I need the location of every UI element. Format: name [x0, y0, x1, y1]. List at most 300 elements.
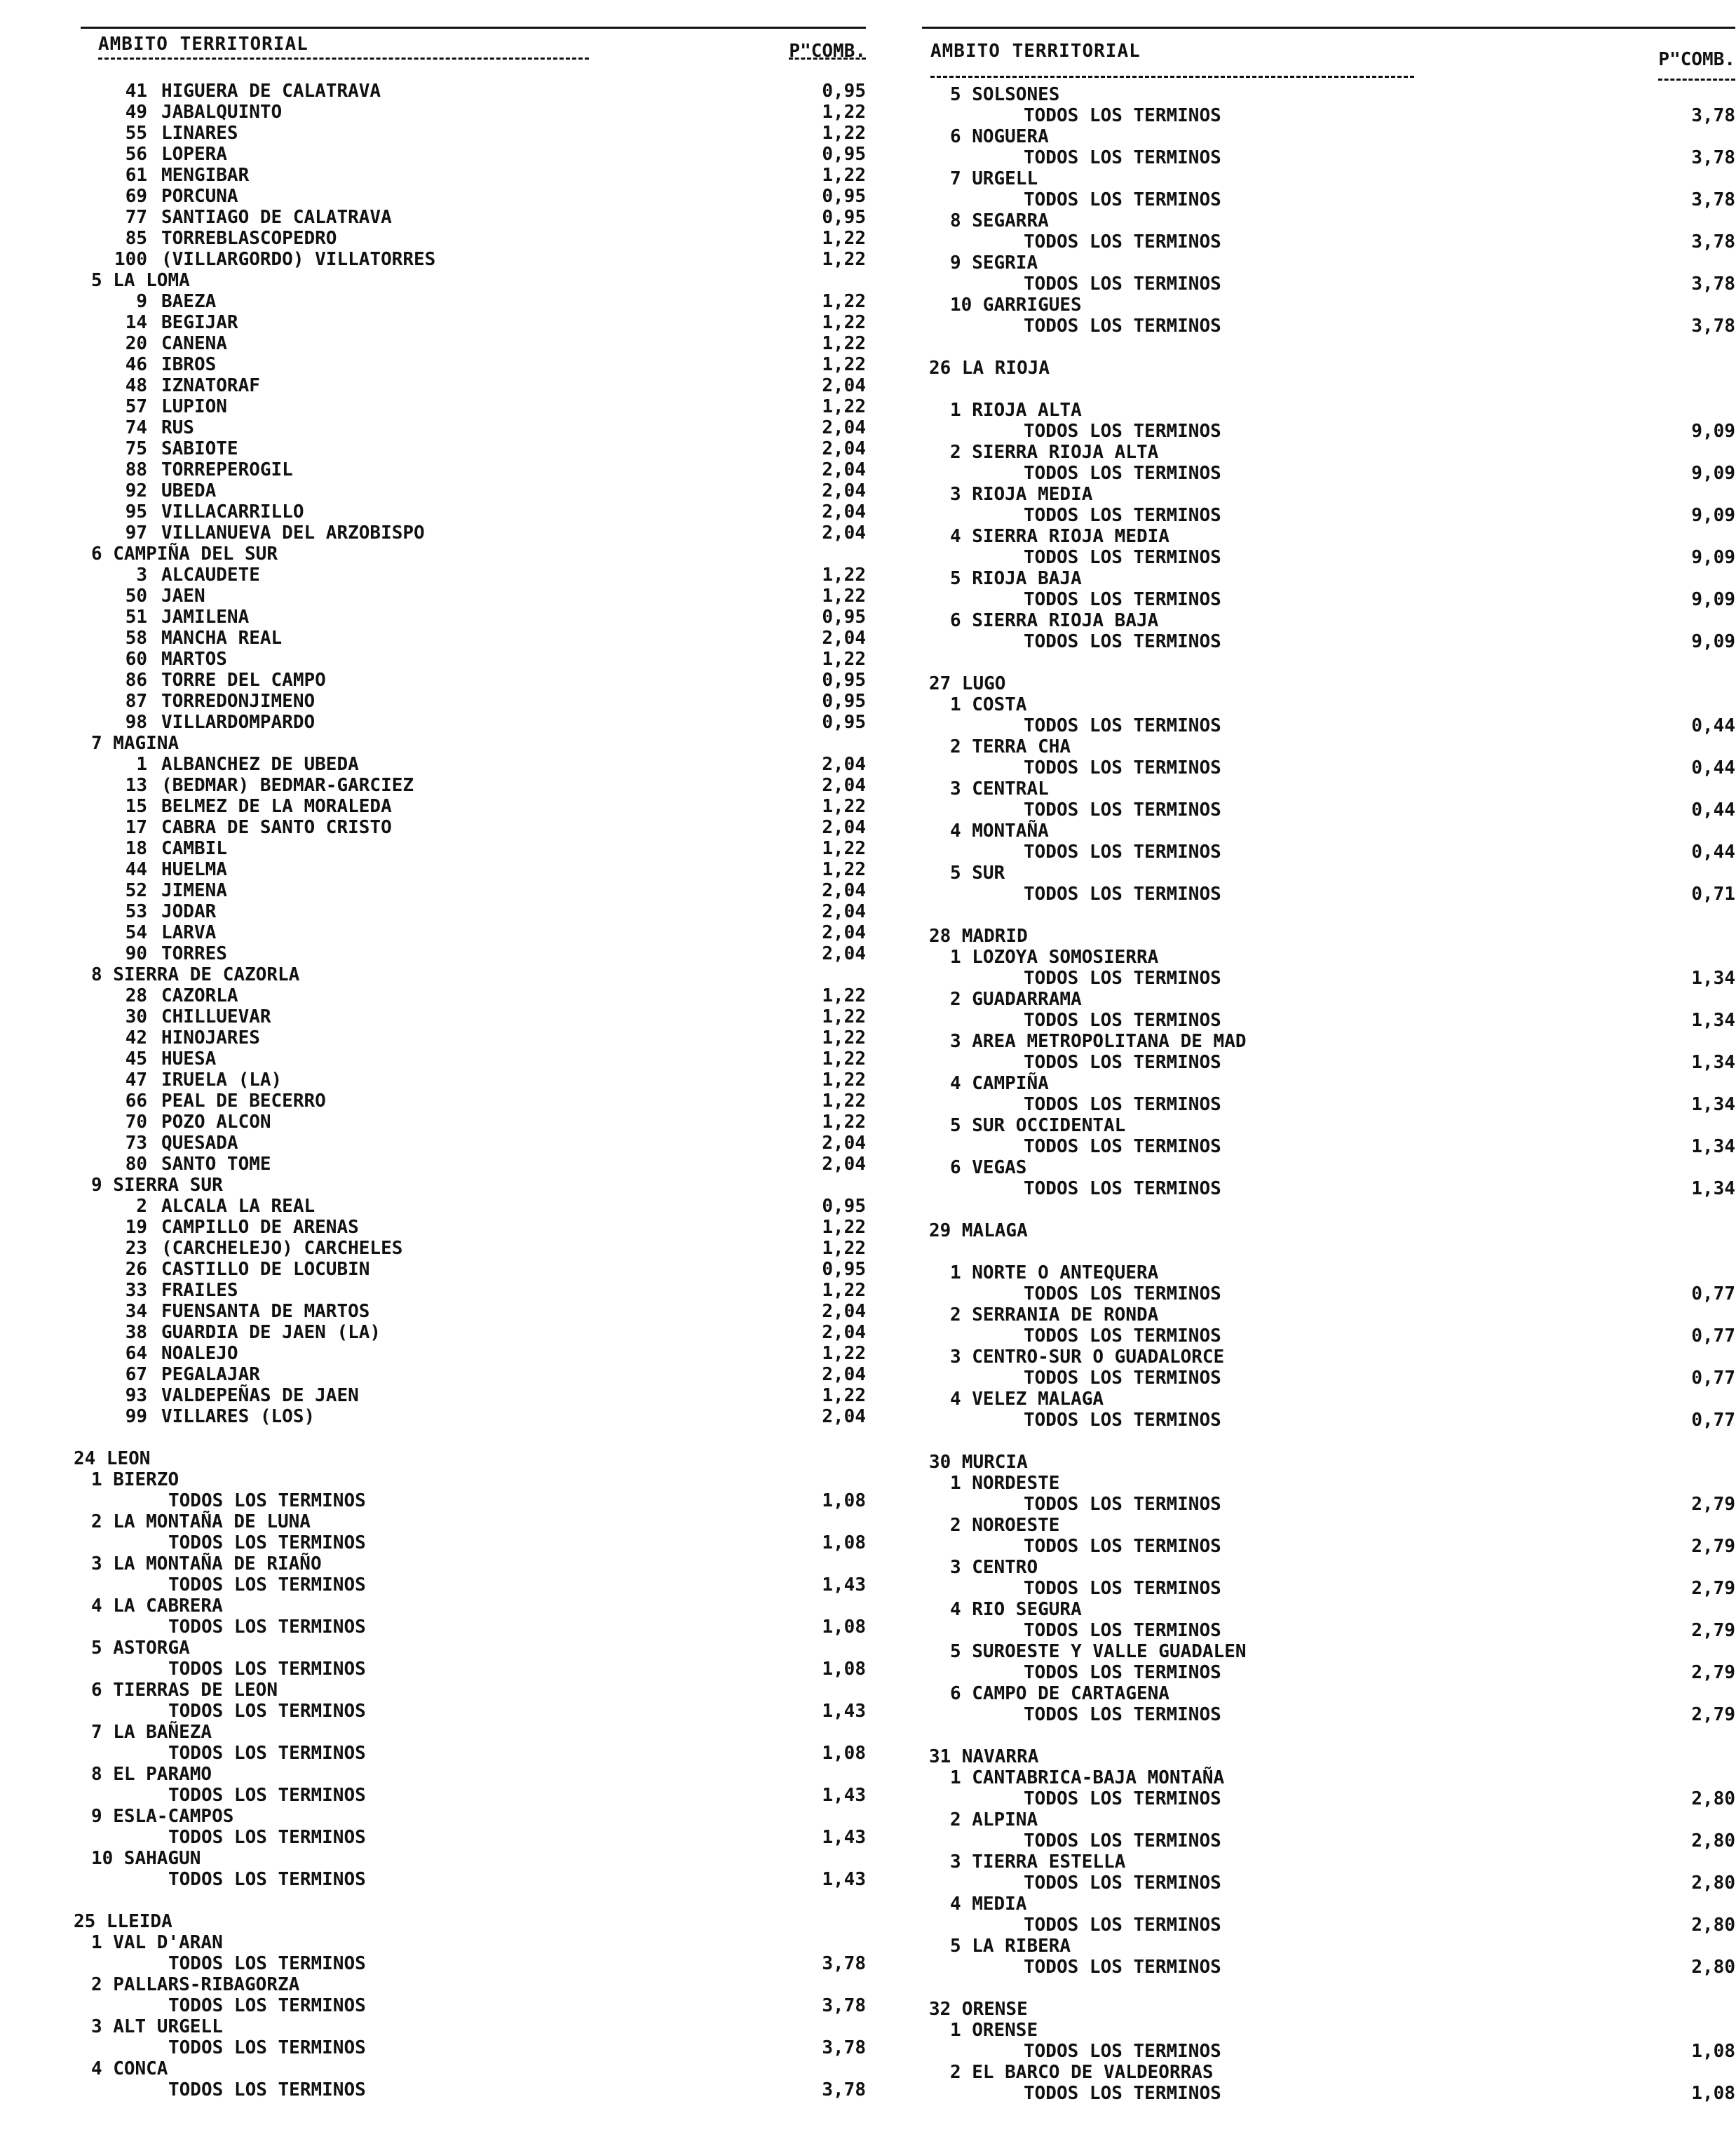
comarca-code: 1	[950, 947, 961, 968]
province-code: 27	[929, 673, 951, 694]
municipality-row	[81, 985, 908, 1006]
municipality-row	[81, 775, 908, 796]
combined-value: 0,44	[1691, 757, 1735, 778]
all-terms-row	[922, 316, 1736, 337]
province-code: 24	[74, 1448, 96, 1469]
comarca-name: SIERRA SUR	[113, 1175, 223, 1196]
municipality-code: 41	[125, 81, 147, 102]
comarca-name: LA MONTAÑA DE LUNA	[113, 1511, 311, 1532]
municipality-name: TORREPEROGIL	[161, 459, 293, 480]
province-name: MADRID	[961, 926, 1028, 947]
municipality-name: TORREBLASCOPEDRO	[161, 228, 337, 249]
comarca-code: 2	[950, 2062, 961, 2083]
combined-value: 0,44	[1691, 800, 1735, 821]
comarca-heading	[81, 1764, 908, 1785]
municipality-name: IZNATORAF	[161, 375, 260, 396]
comarca-code: 10	[950, 295, 972, 316]
comarca-name: SUROESTE Y VALLE GUADALEN	[972, 1641, 1247, 1662]
municipality-code: 14	[125, 312, 147, 333]
comarca-heading	[81, 1974, 908, 1995]
municipality-row	[81, 1364, 908, 1385]
all-terms-row	[922, 1704, 1736, 1725]
comarca-name: SIERRA RIOJA ALTA	[972, 442, 1159, 463]
municipality-row	[81, 186, 908, 207]
combined-value: 1,22	[822, 1238, 866, 1259]
municipality-name: VILLANUEVA DEL ARZOBISPO	[161, 522, 425, 544]
municipality-code: 54	[125, 922, 147, 943]
comarca-name: ALT URGELL	[113, 2016, 223, 2037]
comarca-heading	[81, 1638, 908, 1659]
municipality-row	[81, 480, 908, 501]
comarca-heading	[922, 568, 1736, 589]
comarca-name: LA BAÑEZA	[113, 1722, 212, 1743]
municipality-code: 15	[125, 796, 147, 817]
municipality-code: 87	[125, 691, 147, 712]
municipality-row	[81, 607, 908, 628]
comarca-heading	[81, 1680, 908, 1701]
comarca-heading	[922, 1262, 1736, 1283]
combined-value: 1,22	[822, 396, 866, 417]
municipality-code: 52	[125, 880, 147, 901]
all-terms-label: TODOS LOS TERMINOS	[1024, 274, 1221, 295]
combined-value: 2,04	[822, 459, 866, 480]
comarca-heading	[922, 210, 1736, 231]
municipality-name: (BEDMAR) BEDMAR-GARCIEZ	[161, 775, 414, 796]
municipality-name: SABIOTE	[161, 438, 238, 459]
municipality-code: 17	[125, 817, 147, 838]
municipality-code: 49	[125, 102, 147, 123]
combined-value: 0,44	[1691, 715, 1735, 736]
comarca-name: SIERRA DE CAZORLA	[113, 964, 300, 985]
comarca-heading	[81, 1175, 908, 1196]
comarca-code: 2	[91, 1511, 102, 1532]
all-terms-row	[81, 2037, 908, 2058]
comarca-code: 3	[950, 778, 961, 800]
comarca-code: 1	[950, 694, 961, 715]
municipality-name: (CARCHELEJO) CARCHELES	[161, 1238, 403, 1259]
comarca-name: VEGAS	[972, 1157, 1027, 1178]
combined-value: 1,22	[822, 102, 866, 123]
combined-value: 3,78	[1691, 316, 1735, 337]
all-terms-label: TODOS LOS TERMINOS	[1024, 1325, 1221, 1347]
municipality-code: 67	[125, 1364, 147, 1385]
all-terms-row	[922, 842, 1736, 863]
municipality-name: FRAILES	[161, 1280, 238, 1301]
all-terms-label: TODOS LOS TERMINOS	[1024, 1136, 1221, 1157]
comarca-name: LA CABRERA	[113, 1595, 223, 1617]
comarca-heading	[922, 2020, 1736, 2041]
all-terms-label: TODOS LOS TERMINOS	[1024, 231, 1221, 252]
municipality-row	[81, 901, 908, 922]
comarca-code: 1	[950, 400, 961, 421]
left-column	[74, 0, 908, 2132]
combined-value: 9,09	[1691, 631, 1735, 652]
all-terms-label: TODOS LOS TERMINOS	[1024, 105, 1221, 126]
municipality-row	[81, 1112, 908, 1133]
municipality-name: ALBANCHEZ DE UBEDA	[161, 754, 359, 775]
municipality-name: JAMILENA	[161, 607, 250, 628]
municipality-name: NOALEJO	[161, 1343, 238, 1364]
all-terms-label: TODOS LOS TERMINOS	[1024, 189, 1221, 210]
comarca-heading	[922, 1347, 1736, 1368]
municipality-name: BELMEZ DE LA MORALEDA	[161, 796, 392, 817]
comarca-heading	[922, 821, 1736, 842]
municipality-row	[81, 817, 908, 838]
combined-value: 1,22	[822, 1027, 866, 1048]
municipality-name: CASTILLO DE LOCUBIN	[161, 1259, 370, 1280]
comarca-code: 9	[91, 1806, 102, 1827]
combined-value: 2,04	[822, 775, 866, 796]
municipality-row	[81, 228, 908, 249]
province-heading	[922, 1746, 1736, 1767]
all-terms-label: TODOS LOS TERMINOS	[1024, 1010, 1221, 1031]
comarca-heading	[81, 2016, 908, 2037]
combined-value: 2,04	[822, 943, 866, 964]
comarca-name: GARRIGUES	[982, 295, 1082, 316]
province-code: 29	[929, 1220, 951, 1241]
combined-value: 0,71	[1691, 884, 1735, 905]
municipality-row	[81, 1343, 908, 1364]
municipality-code: 64	[125, 1343, 147, 1364]
municipality-code: 70	[125, 1112, 147, 1133]
combined-value: 1,34	[1691, 1010, 1735, 1031]
municipality-name: TORREDONJIMENO	[161, 691, 316, 712]
all-terms-label: TODOS LOS TERMINOS	[1024, 884, 1221, 905]
comarca-heading	[922, 295, 1736, 316]
comarca-name: VAL D'ARAN	[113, 1932, 223, 1953]
comarca-name: ASTORGA	[113, 1638, 190, 1659]
all-terms-row	[922, 1536, 1736, 1557]
combined-value: 1,22	[822, 1280, 866, 1301]
municipality-code: 86	[125, 670, 147, 691]
comarca-code: 2	[950, 1304, 961, 1325]
municipality-code: 45	[125, 1048, 147, 1070]
all-terms-label: TODOS LOS TERMINOS	[1024, 316, 1221, 337]
combined-value: 1,22	[822, 1048, 866, 1070]
row-spacer	[81, 1427, 908, 1448]
combined-value: 2,04	[822, 754, 866, 775]
municipality-row	[81, 1196, 908, 1217]
province-name: MALAGA	[961, 1220, 1028, 1241]
all-terms-label: TODOS LOS TERMINOS	[1024, 1052, 1221, 1073]
comarca-code: 4	[950, 526, 961, 547]
comarca-heading	[922, 989, 1736, 1010]
right-column	[922, 0, 1736, 2132]
comarca-name: SUR OCCIDENTAL	[972, 1115, 1126, 1136]
combined-value: 0,95	[822, 712, 866, 733]
comarca-code: 4	[91, 1595, 102, 1617]
comarca-name: ALPINA	[972, 1809, 1038, 1830]
all-terms-row	[81, 1785, 908, 1806]
municipality-row	[81, 375, 908, 396]
all-terms-label: TODOS LOS TERMINOS	[168, 1490, 366, 1511]
municipality-code: 3	[136, 565, 147, 586]
combined-value: 1,43	[822, 1574, 866, 1595]
combined-value: 1,08	[822, 1532, 866, 1553]
municipality-name: POZO ALCON	[161, 1112, 271, 1133]
municipality-code: 66	[125, 1091, 147, 1112]
all-terms-label: TODOS LOS TERMINOS	[168, 1701, 366, 1722]
all-terms-row	[922, 547, 1736, 568]
all-terms-row	[922, 2041, 1736, 2062]
municipality-code: 47	[125, 1070, 147, 1091]
municipality-code: 18	[125, 838, 147, 859]
comarca-code: 4	[950, 1894, 961, 1915]
province-heading	[922, 926, 1736, 947]
all-terms-row	[922, 1620, 1736, 1641]
comarca-code: 3	[950, 1557, 961, 1578]
comarca-heading	[81, 1595, 908, 1617]
comarca-code: 1	[950, 1473, 961, 1494]
comarca-code: 6	[91, 1680, 102, 1701]
comarca-name: RIOJA ALTA	[972, 400, 1082, 421]
combined-value: 1,34	[1691, 968, 1735, 989]
municipality-row	[81, 691, 908, 712]
comarca-code: 2	[950, 736, 961, 757]
municipality-row	[81, 586, 908, 607]
municipality-name: HINOJARES	[161, 1027, 260, 1048]
municipality-row	[81, 838, 908, 859]
municipality-row	[81, 501, 908, 522]
comarca-heading	[81, 964, 908, 985]
all-terms-row	[922, 105, 1736, 126]
municipality-name: CANENA	[161, 333, 227, 354]
all-terms-label: TODOS LOS TERMINOS	[1024, 1578, 1221, 1599]
combined-value: 0,77	[1691, 1283, 1735, 1304]
municipality-row	[81, 649, 908, 670]
all-terms-label: TODOS LOS TERMINOS	[1024, 1410, 1221, 1431]
municipality-code: 99	[125, 1406, 147, 1427]
all-terms-row	[922, 1410, 1736, 1431]
all-terms-row	[81, 1574, 908, 1595]
top-rule	[81, 27, 866, 29]
municipality-row	[81, 354, 908, 375]
municipality-code: 20	[125, 333, 147, 354]
comarca-code: 6	[91, 544, 102, 565]
comarca-name: AREA METROPOLITANA DE MAD	[972, 1031, 1247, 1052]
all-terms-row	[81, 1490, 908, 1511]
comarca-heading	[81, 2058, 908, 2079]
comarca-heading	[922, 1515, 1736, 1536]
comarca-heading	[922, 1851, 1736, 1873]
comarca-heading	[81, 544, 908, 565]
combined-value: 3,78	[822, 2079, 866, 2100]
municipality-row	[81, 396, 908, 417]
municipality-row	[81, 312, 908, 333]
all-terms-row	[922, 231, 1736, 252]
municipality-name: MENGIBAR	[161, 165, 250, 186]
municipality-name: IBROS	[161, 354, 217, 375]
comarca-code: 1	[91, 1469, 102, 1490]
comarca-name: TIERRAS DE LEON	[113, 1680, 278, 1701]
province-code: 26	[929, 358, 951, 379]
combined-value: 2,04	[822, 1364, 866, 1385]
comarca-code: 1	[950, 2020, 961, 2041]
province-heading	[922, 1452, 1736, 1473]
comarca-heading	[81, 1553, 908, 1574]
comarca-name: RIOJA MEDIA	[972, 484, 1093, 505]
comarca-code: 5	[950, 84, 961, 105]
combined-value: 0,77	[1691, 1368, 1735, 1389]
all-terms-row	[922, 1494, 1736, 1515]
municipality-name: CAMPILLO DE ARENAS	[161, 1217, 359, 1238]
comarca-name: NOGUERA	[972, 126, 1049, 147]
comarca-heading	[922, 694, 1736, 715]
comarca-code: 3	[950, 1347, 961, 1368]
comarca-heading	[922, 1767, 1736, 1788]
all-terms-label: TODOS LOS TERMINOS	[168, 1743, 366, 1764]
comarca-code: 5	[950, 568, 961, 589]
municipality-row	[81, 1238, 908, 1259]
province-heading	[922, 673, 1736, 694]
all-terms-label: TODOS LOS TERMINOS	[1024, 1830, 1221, 1851]
municipality-row	[81, 123, 908, 144]
municipality-name: ALCAUDETE	[161, 565, 260, 586]
combined-value: 2,04	[822, 901, 866, 922]
comarca-code: 5	[950, 1115, 961, 1136]
comarca-code: 3	[950, 484, 961, 505]
comarca-name: LA LOMA	[113, 270, 190, 291]
combined-value: 2,04	[822, 1406, 866, 1427]
comarca-heading	[81, 1806, 908, 1827]
municipality-name: JODAR	[161, 901, 217, 922]
combined-value: 0,95	[822, 144, 866, 165]
combined-value: 3,78	[822, 1953, 866, 1974]
comarca-name: CAMPIÑA DEL SUR	[113, 544, 278, 565]
combined-value: 9,09	[1691, 589, 1735, 610]
municipality-row	[81, 1322, 908, 1343]
municipality-name: JAEN	[161, 586, 205, 607]
municipality-code: 2	[136, 1196, 147, 1217]
all-terms-label: TODOS LOS TERMINOS	[1024, 1957, 1221, 1978]
municipality-name: VILLACARRILLO	[161, 501, 304, 522]
municipality-code: 97	[125, 522, 147, 544]
comarca-heading	[922, 1157, 1736, 1178]
column-header-title: AMBITO TERRITORIAL	[98, 34, 308, 55]
combined-value: 0,95	[822, 691, 866, 712]
combined-value: 1,22	[822, 565, 866, 586]
all-terms-row	[922, 1830, 1736, 1851]
municipality-row	[81, 291, 908, 312]
comarca-code: 1	[950, 1262, 961, 1283]
comarca-name: SIERRA RIOJA MEDIA	[972, 526, 1169, 547]
all-terms-row	[81, 1869, 908, 1890]
combined-value: 1,22	[822, 1006, 866, 1027]
all-terms-row	[922, 1368, 1736, 1389]
province-heading	[922, 1220, 1736, 1241]
comarca-code: 3	[91, 2016, 102, 2037]
comarca-name: TIERRA ESTELLA	[972, 1851, 1126, 1873]
comarca-heading	[922, 863, 1736, 884]
comarca-heading	[922, 484, 1736, 505]
municipality-row	[81, 144, 908, 165]
all-terms-label: TODOS LOS TERMINOS	[168, 1827, 366, 1848]
combined-value: 0,95	[822, 207, 866, 228]
comarca-code: 2	[950, 1809, 961, 1830]
row-spacer	[922, 1431, 1736, 1452]
combined-value: 1,43	[822, 1827, 866, 1848]
combined-value: 1,34	[1691, 1136, 1735, 1157]
province-name: LEON	[106, 1448, 151, 1469]
comarca-heading	[922, 526, 1736, 547]
comarca-code: 6	[950, 1683, 961, 1704]
all-terms-label: TODOS LOS TERMINOS	[1024, 1788, 1221, 1809]
row-spacer	[81, 1890, 908, 1911]
combined-value: 0,95	[822, 607, 866, 628]
combined-value: 2,79	[1691, 1620, 1735, 1641]
all-terms-label: TODOS LOS TERMINOS	[1024, 147, 1221, 168]
top-rule	[922, 27, 1735, 29]
all-terms-row	[922, 189, 1736, 210]
combined-value: 1,08	[1691, 2083, 1735, 2104]
all-terms-label: TODOS LOS TERMINOS	[168, 1785, 366, 1806]
combined-value: 1,22	[822, 1070, 866, 1091]
combined-value: 2,04	[822, 438, 866, 459]
municipality-code: 80	[125, 1154, 147, 1175]
comarca-heading	[922, 1599, 1736, 1620]
municipality-name: MARTOS	[161, 649, 227, 670]
comarca-heading	[922, 400, 1736, 421]
column-header-title: AMBITO TERRITORIAL	[930, 41, 1141, 62]
province-name: LA RIOJA	[961, 358, 1050, 379]
comarca-code: 1	[91, 1932, 102, 1953]
all-terms-row	[81, 1827, 908, 1848]
municipality-row	[81, 249, 908, 270]
combined-value: 1,43	[822, 1869, 866, 1890]
comarca-name: MAGINA	[113, 733, 179, 754]
comarca-code: 9	[950, 252, 961, 274]
combined-value: 2,79	[1691, 1536, 1735, 1557]
all-terms-label: TODOS LOS TERMINOS	[168, 1617, 366, 1638]
comarca-heading	[922, 947, 1736, 968]
comarca-code: 2	[950, 989, 961, 1010]
municipality-row	[81, 1133, 908, 1154]
comarca-name: MEDIA	[972, 1894, 1027, 1915]
comarca-name: GUADARRAMA	[972, 989, 1082, 1010]
comarca-name: PALLARS-RIBAGORZA	[113, 1974, 300, 1995]
comarca-code: 10	[91, 1848, 114, 1869]
province-name: ORENSE	[961, 1999, 1028, 2020]
combined-value: 2,80	[1691, 1957, 1735, 1978]
combined-value: 0,95	[822, 81, 866, 102]
comarca-heading	[81, 733, 908, 754]
column-header-value: P"COMB.	[1658, 49, 1735, 70]
comarca-name: SUR	[972, 863, 1005, 884]
comarca-heading	[922, 168, 1736, 189]
municipality-code: 33	[125, 1280, 147, 1301]
municipality-row	[81, 859, 908, 880]
comarca-name: ORENSE	[972, 2020, 1038, 2041]
comarca-name: SIERRA RIOJA BAJA	[972, 610, 1159, 631]
province-heading	[922, 358, 1736, 379]
all-terms-row	[922, 421, 1736, 442]
combined-value: 2,04	[822, 1301, 866, 1322]
municipality-name: LARVA	[161, 922, 217, 943]
all-terms-row	[922, 1915, 1736, 1936]
combined-value: 1,22	[822, 165, 866, 186]
all-terms-label: TODOS LOS TERMINOS	[1024, 757, 1221, 778]
comarca-name: VELEZ MALAGA	[972, 1389, 1104, 1410]
all-terms-label: TODOS LOS TERMINOS	[1024, 1915, 1221, 1936]
comarca-code: 1	[950, 1767, 961, 1788]
combined-value: 0,95	[822, 670, 866, 691]
combined-value: 2,79	[1691, 1704, 1735, 1725]
municipality-name: CAMBIL	[161, 838, 227, 859]
comarca-heading	[922, 1683, 1736, 1704]
combined-value: 2,04	[822, 1322, 866, 1343]
combined-value: 2,04	[822, 522, 866, 544]
province-code: 32	[929, 1999, 951, 2020]
